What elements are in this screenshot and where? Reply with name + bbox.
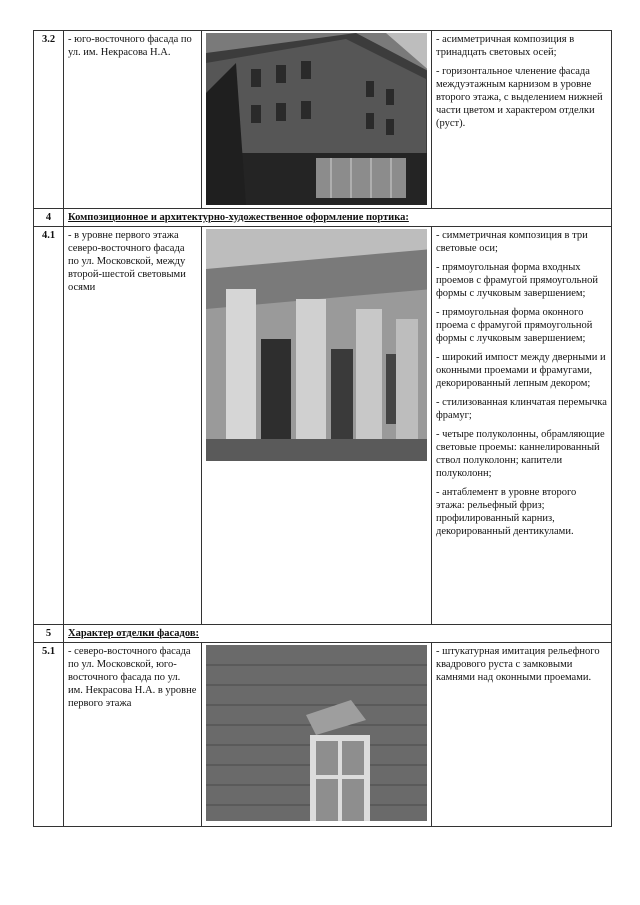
row-description: - в уровне первого этажа северо-восточного фасада по ул. Московской, между второй-шестой световыми осями: [64, 227, 202, 625]
portico-photo: [206, 229, 427, 461]
feature-item: - прямоугольная форма оконного проема с фрамугой прямоугольной формы с лучковым завершением;: [436, 307, 593, 344]
section-row: [34, 209, 612, 227]
section-row: [34, 625, 612, 643]
row-number: 3.2: [34, 31, 64, 209]
photo-cell: [202, 643, 432, 827]
table-row: [34, 31, 612, 209]
row-number: 5.1: [34, 643, 64, 827]
features-cell: [432, 31, 612, 209]
features-cell: [432, 227, 612, 625]
feature-item: - стилизованная клинчатая перемычка фрамуг;: [436, 397, 607, 421]
feature-item: - четыре полуколонны, обрамляющие световые проемы: каннелированный ствол полуколонн; капители полуколонн;: [436, 429, 605, 479]
feature-item: - штукатурная имитация рельефного квадрового руста с замковыми камнями над оконными проемами.: [436, 646, 600, 683]
feature-item: - горизонтальное членение фасада междуэтажным карнизом в уровне второго этажа, с выделением нижней части цветом и характером отделки (руст).: [436, 66, 603, 129]
facade-photo: [206, 33, 427, 205]
row-number: 4.1: [34, 227, 64, 625]
section-title: Композиционное и архитектурно-художественное оформление портика:: [64, 209, 612, 227]
feature-item: - антаблемент в уровне второго этажа: рельефный фриз; профилированный карниз, декорированный дентикулами.: [436, 487, 577, 537]
section-number: 4: [34, 209, 64, 227]
row-description: - юго-восточного фасада по ул. им. Некрасова Н.А.: [64, 31, 202, 209]
photo-cell: [202, 227, 432, 625]
photo-cell: [202, 31, 432, 209]
section-number: 5: [34, 625, 64, 643]
features-cell: [432, 643, 612, 827]
table-row: [34, 227, 612, 625]
row-description: - северо-восточного фасада по ул. Московской, юго-восточного фасада по ул. им. Некрасова Н.А. в уровне первого этажа: [64, 643, 202, 827]
rustication-photo: [206, 645, 427, 821]
feature-item: - симметричная композиция в три световые оси;: [436, 230, 588, 254]
section-title: Характер отделки фасадов:: [64, 625, 612, 643]
feature-item: - прямоугольная форма входных проемов с фрамугой прямоугольной формы с лучковым завершением;: [436, 262, 598, 299]
protection-subject-table: [33, 30, 612, 827]
table-row: [34, 643, 612, 827]
feature-item: - широкий импост между дверными и оконными проемами и фрамугами, декорированный лепным декором;: [436, 352, 606, 389]
feature-item: - асимметричная композиция в тринадцать световых осей;: [436, 34, 575, 58]
